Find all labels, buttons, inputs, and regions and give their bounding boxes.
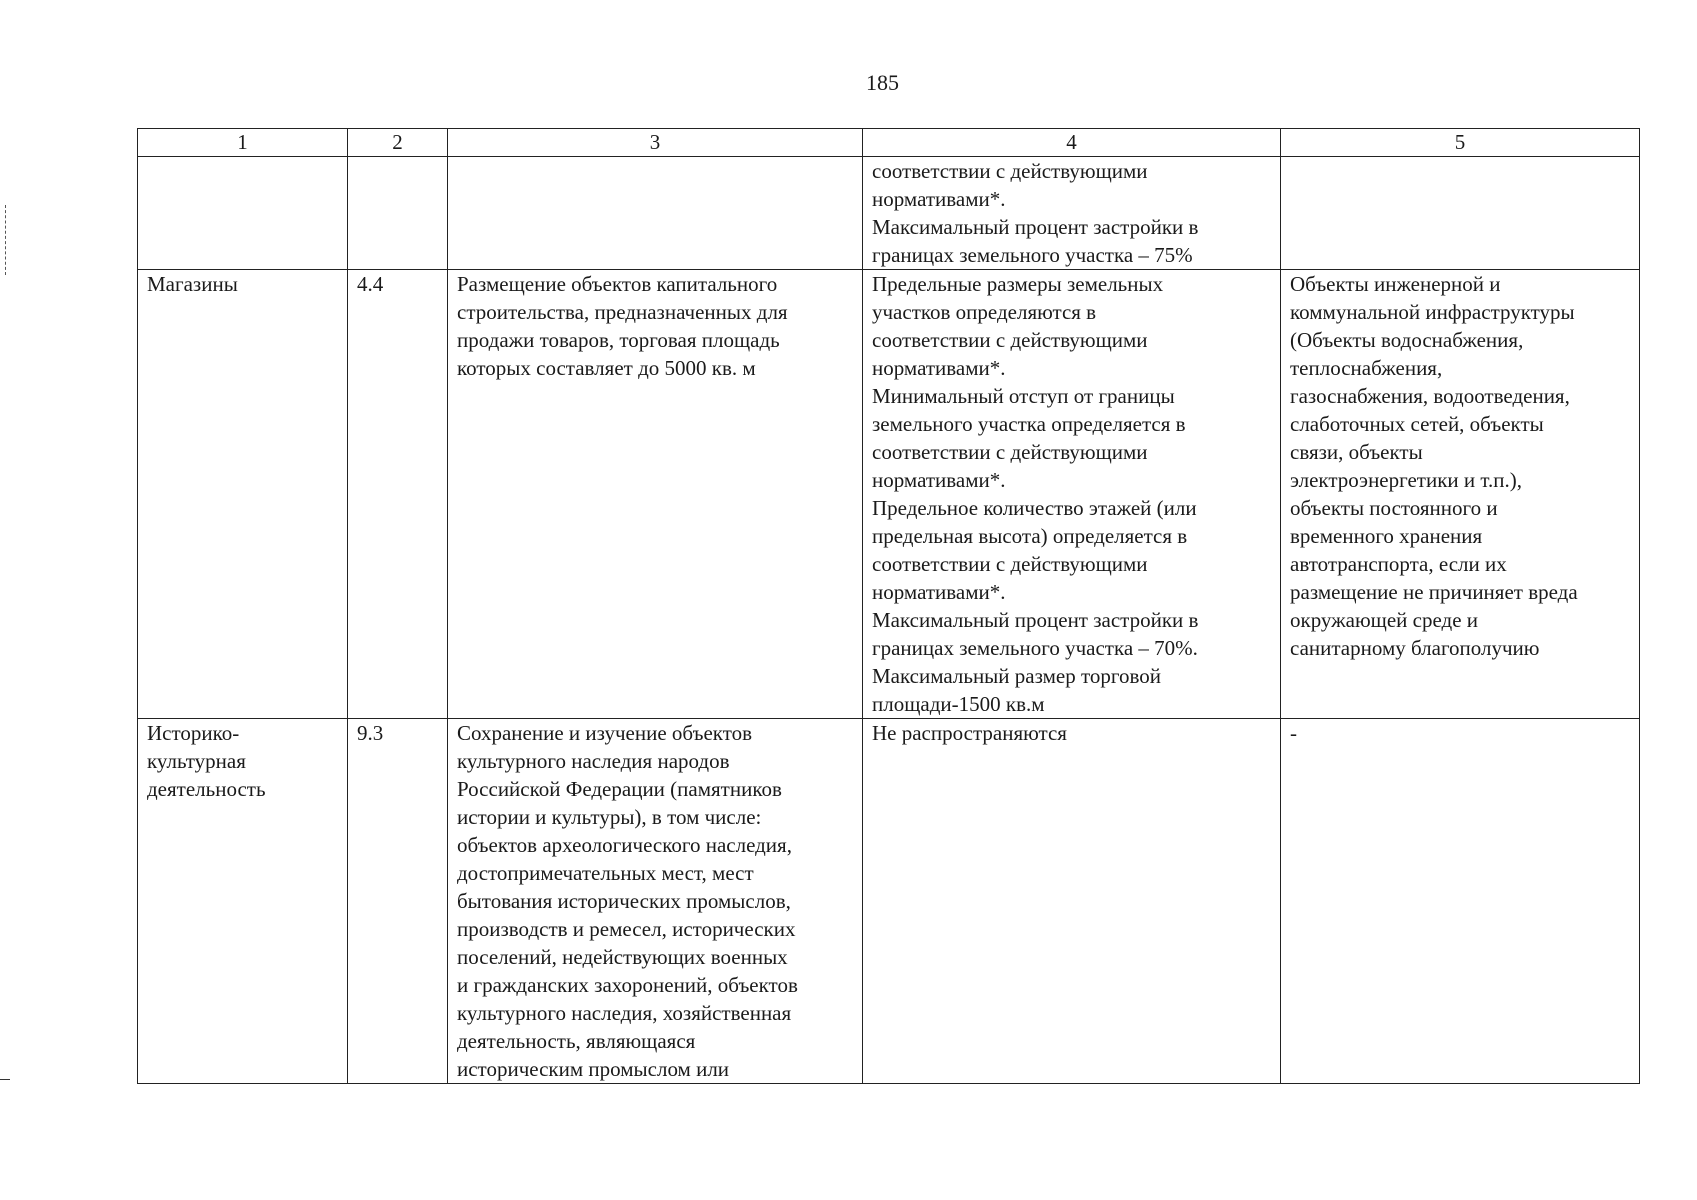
header-cell-3: 3 (448, 129, 863, 157)
cell-code: 9.3 (348, 719, 448, 1084)
regulations-table (137, 128, 1640, 1084)
cell-parameters: Не распространяются (863, 719, 1281, 1084)
cell-description: Размещение объектов капитального строительства, предназначенных для продажи товаров, торговая площадь которых составляет до 5000 кв. м (448, 270, 863, 719)
table-row (138, 719, 1640, 1084)
cell-use-type: Магазины (138, 270, 348, 719)
header-cell-2: 2 (348, 129, 448, 157)
header-cell-1: 1 (138, 129, 348, 157)
header-cell-4: 4 (863, 129, 1281, 157)
table-row (138, 270, 1640, 719)
cell-use-type: Историко- культурная деятельность (138, 719, 348, 1084)
cell-code: 4.4 (348, 270, 448, 719)
cell-auxiliary-uses: - (1281, 719, 1640, 1084)
cell-parameters: Предельные размеры земельных участков определяются в соответствии с действующими нормативами*. Минимальный отступ от границы земельного участка определяется в соответствии с действующими нормативами*. Предельное количество этажей (или предельная высота) определяется в соответствии с действующими нормативами*. Максимальный процент застройки в границах земельного участка – 70%. Максимальный размер торговой площади-1500 кв.м (863, 270, 1281, 719)
cell-auxiliary-uses: Объекты инженерной и коммунальной инфраструктуры (Объекты водоснабжения, теплоснабжения, газоснабжения, водоотведения, слаботочных сетей, объекты связи, объекты электроэнергетики и т.п.), объекты постоянного и временного хранения автотранспорта, если их размещение не причиняет вреда окружающей среде и санитарному благополучию (1281, 270, 1640, 719)
cell-description (448, 157, 863, 270)
header-row (138, 129, 1640, 157)
page-number: 185 (866, 70, 899, 95)
cell-auxiliary-uses (1281, 157, 1640, 270)
cell-use-type (138, 157, 348, 270)
table-row (138, 157, 1640, 270)
header-cell-5: 5 (1281, 129, 1640, 157)
margin-scan-marks (5, 205, 7, 275)
cell-description: Сохранение и изучение объектов культурного наследия народов Российской Федерации (памятников истории и культуры), в том числе: объектов археологического наследия, достопримечательных мест, мест бытования исторических промыслов, производств и ремесел, исторических поселений, недействующих военных и гражданских захоронений, объектов культурного наследия, хозяйственная деятельность, являющаяся историческим промыслом или (448, 719, 863, 1084)
cell-parameters: соответствии с действующими нормативами*. Максимальный процент застройки в границах земельного участка – 75% (863, 157, 1281, 270)
margin-dash (0, 1079, 10, 1080)
cell-code (348, 157, 448, 270)
